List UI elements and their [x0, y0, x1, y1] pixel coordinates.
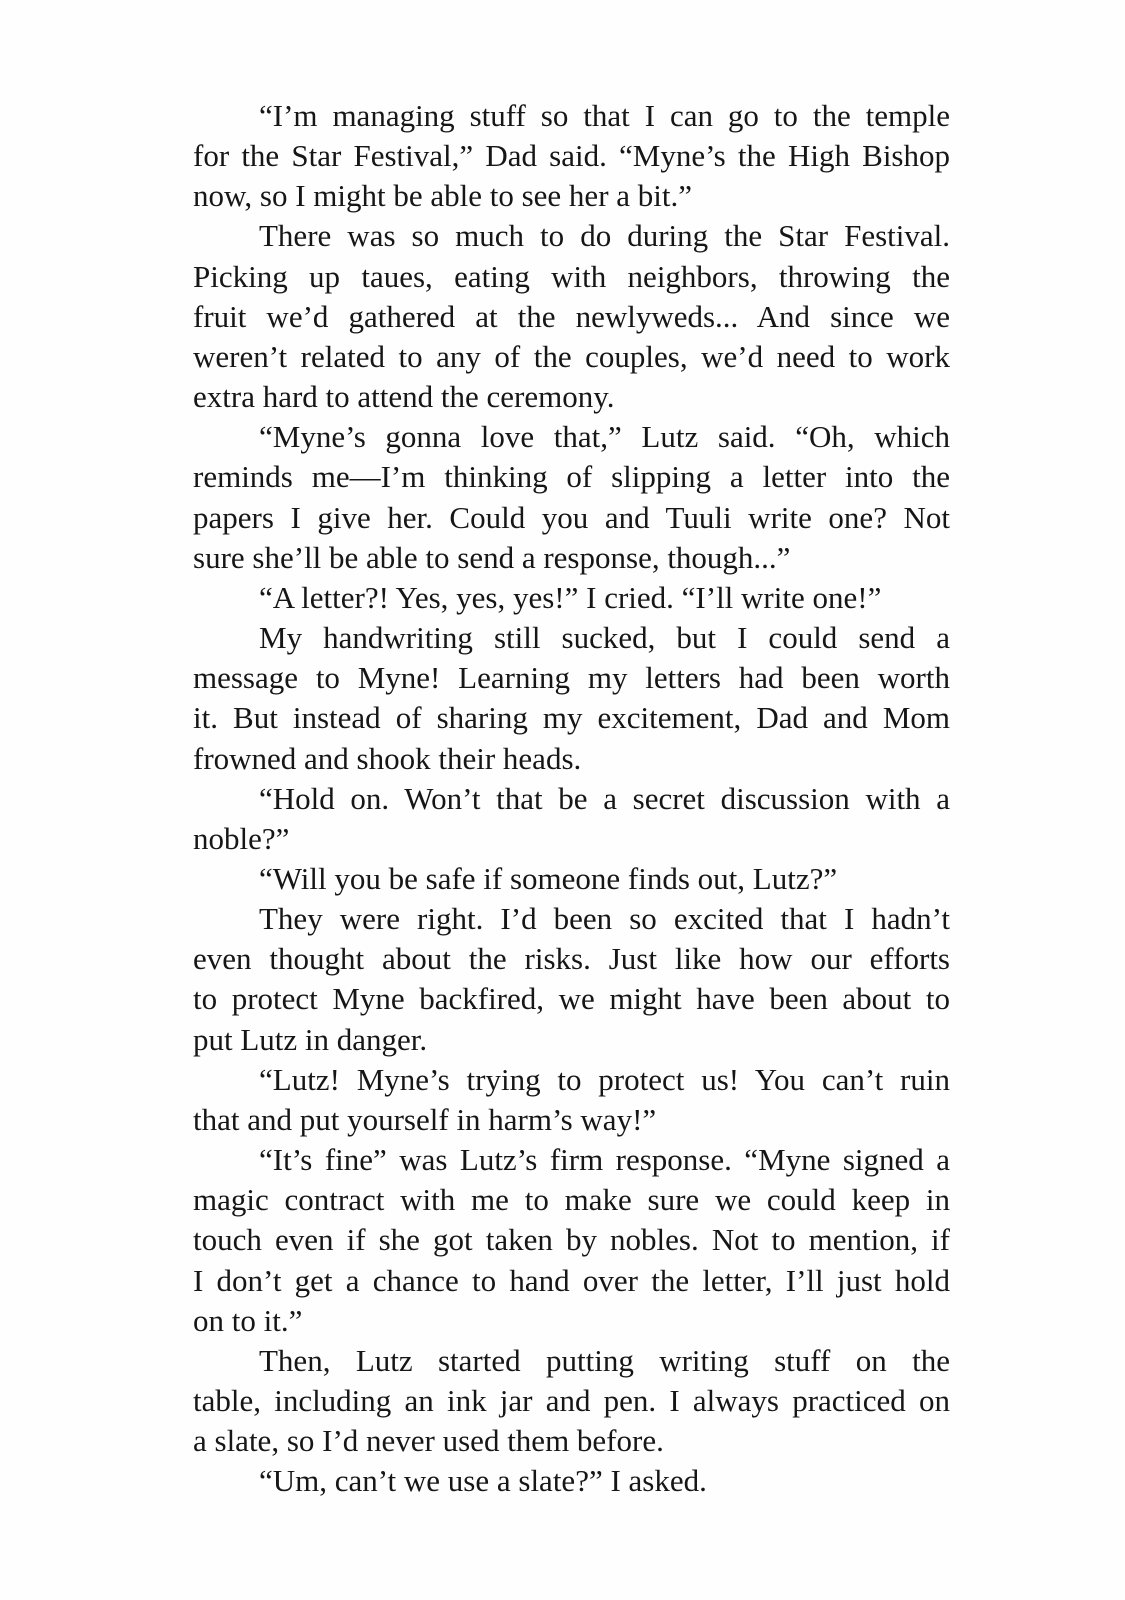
paragraph [193, 618, 950, 779]
text-line: sure she’ll be able to send a response, though...” [193, 539, 791, 575]
text-line: “A letter?! Yes, yes, yes!” I cried. “I’ll write one!” [259, 579, 882, 615]
text-line: put Lutz in danger. [193, 1021, 428, 1057]
text-line: “Um, can’t we use a slate?” I asked. [259, 1463, 707, 1499]
text-line: papers I give her. Could you and Tuuli write one? Not [193, 499, 950, 535]
text-line: “I’m managing stuff so that I can go to the temple [259, 98, 950, 133]
text-line: message to Myne! Learning my letters had been worth [193, 660, 950, 696]
text-line: There was so much to do during the Star Festival. [259, 218, 950, 254]
text-line: table, including an ink jar and pen. I always practiced on [193, 1383, 950, 1418]
text-line: noble?” [193, 820, 290, 856]
text-line: weren’t related to any of the couples, we’d need to work [193, 338, 950, 374]
text-line: extra hard to attend the ceremony. [193, 379, 615, 415]
paragraph [193, 1341, 950, 1461]
text-line: to protect Myne backfired, we might have been about to [193, 981, 950, 1017]
text-line: even thought about the risks. Just like how our efforts [193, 941, 950, 977]
paragraph [193, 417, 950, 578]
text-line: “Myne’s gonna love that,” Lutz said. “Oh, which [259, 419, 950, 455]
page-text [193, 96, 950, 1501]
text-line: for the Star Festival,” Dad said. “Myne’s the High Bishop [193, 138, 950, 174]
text-line: “Will you be safe if someone finds out, Lutz?” [259, 860, 838, 896]
text-line: “Lutz! Myne’s trying to protect us! You can’t ruin [259, 1061, 950, 1097]
text-line: frowned and shook their heads. [193, 740, 582, 776]
text-line: that and put yourself in harm’s way!” [193, 1101, 657, 1137]
text-line: reminds me—I’m thinking of slipping a letter into the [193, 459, 950, 495]
paragraph [193, 578, 950, 618]
text-line: on to it.” [193, 1302, 303, 1338]
paragraph [193, 899, 950, 1060]
text-line: Picking up taues, eating with neighbors, throwing the [193, 258, 950, 294]
text-line: it. But instead of sharing my excitement, Dad and Mom [193, 700, 950, 736]
text-line: They were right. I’d been so excited that I hadn’t [259, 901, 950, 937]
paragraph [193, 216, 950, 417]
text-line: “It’s fine” was Lutz’s firm response. “Myne signed a [259, 1142, 950, 1178]
paragraph [193, 1060, 950, 1140]
text-line: My handwriting still sucked, but I could send a [259, 620, 950, 656]
paragraph [193, 1140, 950, 1341]
paragraph [193, 96, 950, 216]
text-line: fruit we’d gathered at the newlyweds... And since we [193, 298, 950, 334]
text-line: magic contract with me to make sure we could keep in [193, 1182, 950, 1218]
paragraph [193, 859, 950, 899]
text-line: a slate, so I’d never used them before. [193, 1423, 664, 1459]
text-line: I don’t get a chance to hand over the letter, I’ll just hold [193, 1262, 950, 1298]
paragraph [193, 1461, 950, 1501]
paragraph [193, 779, 950, 859]
text-line: Then, Lutz started putting writing stuff on the [259, 1342, 950, 1378]
text-line: touch even if she got taken by nobles. Not to mention, if [193, 1222, 950, 1258]
text-line: “Hold on. Won’t that be a secret discussion with a [259, 780, 950, 816]
text-line: now, so I might be able to see her a bit.” [193, 178, 693, 214]
